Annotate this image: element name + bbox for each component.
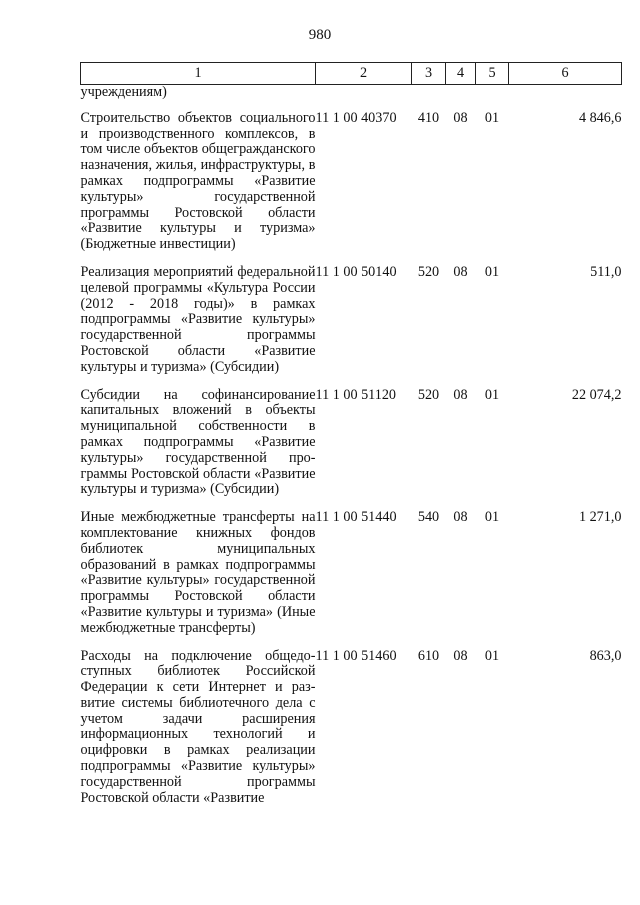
page-number: 980 <box>308 27 332 43</box>
row-col3: 520 <box>417 263 440 280</box>
column-header: 1 <box>81 63 316 85</box>
row-col4: 08 <box>453 109 468 126</box>
row-col3: 520 <box>417 386 440 403</box>
row-description: Строительство объектов социального и производственного комплексов, в том числе объектов общегражданского назначения, жилья, инфраструктуры, в рамках подпрограммы «Развитие культуры» государственной программы Ростовской области «Развитие культуры и туризма» (Бюджетные инвестиции) <box>80 109 316 253</box>
row-col3: 540 <box>417 509 440 526</box>
row-description: Расходы на подключение общедоступных библиотек Российской Федерации к сети Интернет и развитие системы библиотечного дела с учетом задачи расширения информационных технологий и оцифровки в рамках реализации подпрограммы «Развитие культуры» государственной программы Ростовской области «Развитие <box>80 647 316 806</box>
row-col3: 610 <box>417 647 440 664</box>
row-amount: 4 846,6 <box>578 109 622 126</box>
column-header: 2 <box>316 63 412 85</box>
table-row <box>81 649 622 819</box>
column-header: 5 <box>476 63 509 85</box>
row-amount: 22 074,2 <box>571 386 622 403</box>
column-header: 4 <box>446 63 476 85</box>
row-description: Субсидии на софинансирование капитальных вложений в объекты муниципальной собственности в рамках подпрограммы «Развитие культуры» государственной программы Ростовской области «Развитие культуры и туризма» (Субсидии) <box>80 386 316 498</box>
row-col5: 01 <box>484 509 500 526</box>
row-description: Иные межбюджетные трансферты на комплектование книжных фондов библиотек муниципальных образований в рамках подпрограммы «Развитие культуры» государственной программы Ростовской области «Развитие культуры и туризма» (Иные межбюджетные трансферты) <box>80 509 316 636</box>
row-col4: 08 <box>453 509 468 526</box>
row-col5: 01 <box>484 647 500 664</box>
table-row <box>81 111 622 265</box>
table-row <box>81 388 622 511</box>
row-col4: 08 <box>453 263 468 280</box>
budget-table <box>80 62 622 818</box>
table-header-row <box>81 63 622 85</box>
row-col4: 08 <box>453 386 468 403</box>
row-code: 11 1 00 51460 <box>315 647 397 664</box>
row-code: 11 1 00 50140 <box>315 263 397 280</box>
row-col4: 08 <box>453 647 468 664</box>
row-description: Реализация мероприятий федеральной целевой программы «Культура России (2012 - 2018 годы)» в рамках подпрограммы «Развитие культуры» государственной программы Ростовской области «Развитие культуры и туризма» (Субсидии) <box>80 263 316 375</box>
table-row <box>81 265 622 388</box>
row-amount: 511,0 <box>590 263 622 280</box>
row-amount: 863,0 <box>589 647 622 664</box>
column-header: 3 <box>412 63 446 85</box>
row-code: 11 1 00 51440 <box>315 509 397 526</box>
continuation-row <box>81 85 622 111</box>
row-col3: 410 <box>417 109 440 126</box>
table-row <box>81 510 622 648</box>
row-col5: 01 <box>484 263 500 280</box>
row-code: 11 1 00 40370 <box>315 109 397 126</box>
column-header: 6 <box>509 63 622 85</box>
row-code: 11 1 00 51120 <box>315 386 397 403</box>
continuation-text: учреждениям) <box>80 84 167 100</box>
row-col5: 01 <box>484 109 500 126</box>
row-amount: 1 271,0 <box>578 509 622 526</box>
row-col5: 01 <box>484 386 500 403</box>
